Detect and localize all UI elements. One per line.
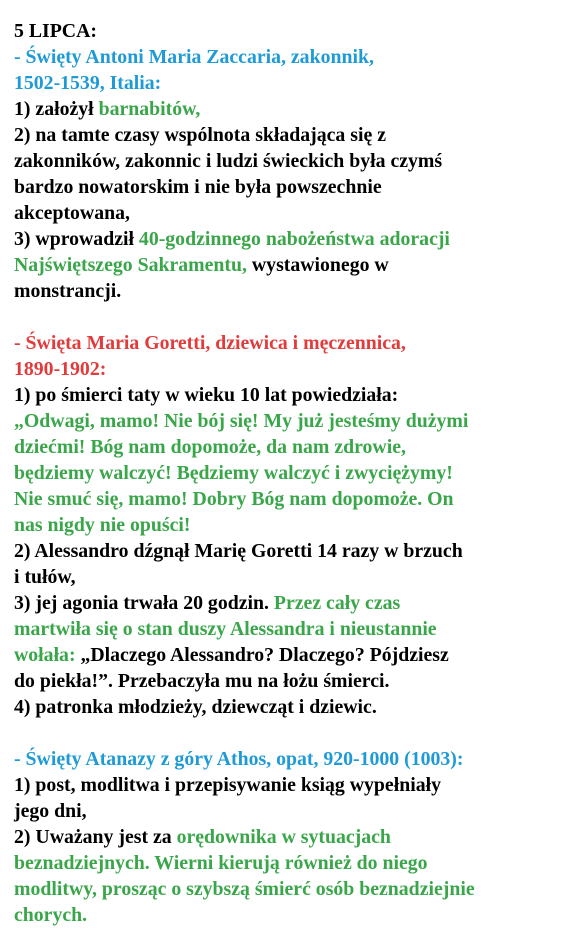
text-line xyxy=(14,148,568,174)
text-segment: Przez cały czas xyxy=(273,592,401,614)
text-segment: modlitwy, prosząc o szybszą śmierć osób beznadziejnie xyxy=(14,878,475,900)
text-segment: 1) post, modlitwa i przepisywanie ksiąg wypełniały xyxy=(14,774,441,796)
text-line xyxy=(14,616,568,642)
text-segment: 2) Uważany jest za xyxy=(14,826,177,848)
text-segment: 1502-1539, Italia: xyxy=(14,72,162,94)
text-line xyxy=(14,252,568,278)
text-line xyxy=(14,694,568,720)
text-line xyxy=(14,824,568,850)
text-segment: - Święta Maria Goretti, dziewica i męczennica, xyxy=(14,332,406,354)
text-line xyxy=(14,486,568,512)
text-line xyxy=(14,278,568,304)
text-line xyxy=(14,330,568,356)
text-segment: 1890-1902: xyxy=(14,358,107,380)
text-line xyxy=(14,642,568,668)
text-segment: Najświętszego Sakramentu, xyxy=(14,254,247,276)
text-segment: chorych. xyxy=(14,904,88,926)
text-line xyxy=(14,70,568,96)
text-segment: 3) jej agonia trwała 20 godzin. xyxy=(14,592,274,614)
text-line xyxy=(14,538,568,564)
text-line xyxy=(14,772,568,798)
text-line xyxy=(14,434,568,460)
text-segment: bardzo nowatorskim i nie była powszechnie xyxy=(14,176,382,198)
text-line xyxy=(14,122,568,148)
text-line xyxy=(14,850,568,876)
text-segment: 1) po śmierci taty w wieku 10 lat powiedziała: xyxy=(14,384,399,406)
text-line xyxy=(14,668,568,694)
paragraph-gap xyxy=(14,304,568,330)
date-heading: 5 LIPCA: xyxy=(14,20,97,42)
text-segment: martwiła się o stan duszy Alessandra i nieustannie xyxy=(14,618,437,640)
text-line xyxy=(14,746,568,772)
text-segment: wystawionego w xyxy=(246,254,389,276)
text-segment: do piekła!”. Przebaczyła mu na łożu śmierci. xyxy=(14,670,390,692)
text-segment: - Święty Atanazy z góry Athos, opat, 920-1000 (1003): xyxy=(14,748,464,770)
text-line xyxy=(14,512,568,538)
text-segment: Nie smuć się, mamo! Dobry Bóg nam dopomoże. On xyxy=(14,488,454,510)
text-line xyxy=(14,174,568,200)
text-line xyxy=(14,200,568,226)
text-line xyxy=(14,226,568,252)
text-segment: „Dlaczego Alessandro? Dlaczego? Pójdziesz xyxy=(80,644,449,666)
text-segment: jego dni, xyxy=(14,800,87,822)
text-line xyxy=(14,876,568,902)
text-segment: 2) Alessandro dźgnął Marię Goretti 14 razy w brzuch xyxy=(14,540,463,562)
text-segment: będziemy walczyć! Będziemy walczyć i zwyciężymy! xyxy=(14,462,453,484)
text-segment: beznadziejnych. Wierni kierują również do niego xyxy=(14,852,428,874)
text-line xyxy=(14,798,568,824)
text-segment: 3) wprowadził xyxy=(14,228,139,250)
text-segment: 40-godzinnego nabożeństwa adoracji xyxy=(138,228,450,250)
text-segment: nas nigdy nie opuści! xyxy=(14,514,191,536)
text-line xyxy=(14,902,568,928)
text-segment: 2) na tamte czasy wspólnota składająca się z xyxy=(14,124,386,146)
text-segment: i tułów, xyxy=(14,566,76,588)
text-segment: „Odwagi, mamo! Nie bój się! My już jesteśmy dużymi xyxy=(14,410,469,432)
text-segment: 1) założył xyxy=(14,98,99,120)
text-segment: akceptowana, xyxy=(14,202,130,224)
text-line xyxy=(14,460,568,486)
text-segment: monstrancji. xyxy=(14,280,122,302)
text-line xyxy=(14,44,568,70)
text-segment: 4) patronka młodzieży, dziewcząt i dziewic. xyxy=(14,696,377,718)
text-line xyxy=(14,356,568,382)
text-line xyxy=(14,408,568,434)
text-segment: orędownika w sytuacjach xyxy=(176,826,391,848)
text-segment: - Święty Antoni Maria Zaccaria, zakonnik, xyxy=(14,46,374,68)
text-line xyxy=(14,382,568,408)
text-line xyxy=(14,564,568,590)
text-segment: barnabitów, xyxy=(98,98,201,120)
document-body xyxy=(14,44,568,928)
paragraph-gap xyxy=(14,720,568,746)
text-line xyxy=(14,590,568,616)
text-line xyxy=(14,96,568,122)
text-segment: zakonników, zakonnic i ludzi świeckich była czymś xyxy=(14,150,443,172)
text-segment: wołała: xyxy=(14,644,81,666)
text-segment: dziećmi! Bóg nam dopomoże, da nam zdrowie, xyxy=(14,436,406,458)
